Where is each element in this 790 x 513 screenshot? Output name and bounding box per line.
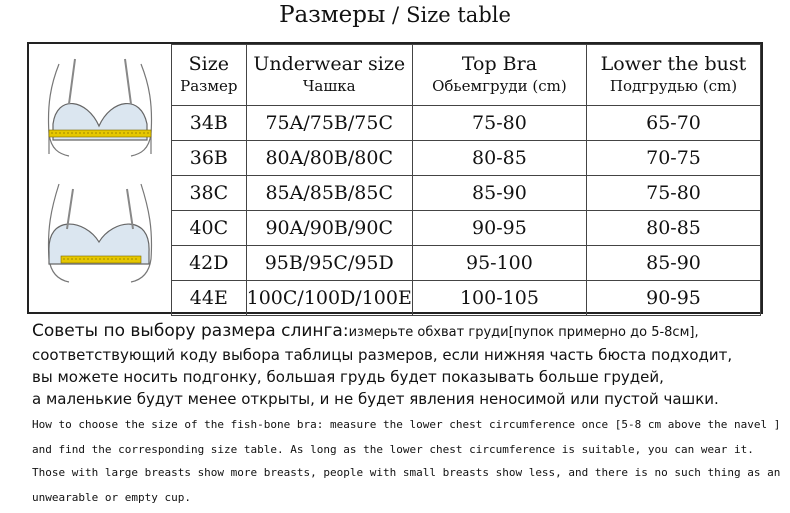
cell-lower: 90-95 bbox=[587, 281, 761, 316]
en-instructions-line: unwearable or empty cup. bbox=[32, 491, 191, 504]
ru-instructions bbox=[32, 320, 772, 410]
table-row bbox=[172, 106, 761, 141]
cell-top: 90-95 bbox=[412, 211, 586, 246]
cell-lower: 80-85 bbox=[587, 211, 761, 246]
table-row bbox=[172, 281, 761, 316]
title-en: Size table bbox=[406, 3, 511, 27]
ru-instructions-line: а маленькие будут менее открыты, и не будет явления неносимой или пустой чашки. bbox=[32, 390, 719, 408]
header-size: Size Размер bbox=[172, 45, 247, 106]
cell-cup: 75A/75B/75C bbox=[246, 106, 412, 141]
header-top-bra: Top Bra Обьемгруди (cm) bbox=[412, 45, 586, 106]
en-instructions-line: How to choose the size of the fish-bone bra: measure the lower chest circumference once [5-8 cm above the navel ] bbox=[32, 418, 781, 431]
cell-cup: 95B/95C/95D bbox=[246, 246, 412, 281]
title-ru: Размеры bbox=[279, 2, 386, 28]
cell-size: 42D bbox=[172, 246, 247, 281]
ru-instructions-line: вы можете носить подгонку, большая грудь будет показывать больше грудей, bbox=[32, 368, 664, 386]
cell-top: 100-105 bbox=[412, 281, 586, 316]
header-underwear-size: Underwear size Чашка bbox=[246, 45, 412, 106]
table-row bbox=[172, 246, 761, 281]
cell-top: 75-80 bbox=[412, 106, 586, 141]
table-row bbox=[172, 176, 761, 211]
cell-size: 38C bbox=[172, 176, 247, 211]
bra-illustration bbox=[29, 44, 172, 312]
cell-lower: 85-90 bbox=[587, 246, 761, 281]
cell-lower: 70-75 bbox=[587, 141, 761, 176]
cell-size: 36B bbox=[172, 141, 247, 176]
cell-cup: 80A/80B/80C bbox=[246, 141, 412, 176]
size-table-frame bbox=[27, 42, 763, 314]
table-row bbox=[172, 211, 761, 246]
cell-top: 85-90 bbox=[412, 176, 586, 211]
table-row bbox=[172, 141, 761, 176]
cell-size: 44E bbox=[172, 281, 247, 316]
en-instructions-line: Those with large breasts show more breasts, people with small breasts show less, and there is no such thing as an bbox=[32, 466, 781, 479]
cell-size: 34B bbox=[172, 106, 247, 141]
title-separator: / bbox=[385, 3, 400, 27]
header-lower-bust: Lower the bust Подгрудью (cm) bbox=[587, 45, 761, 106]
cell-top: 80-85 bbox=[412, 141, 586, 176]
size-table bbox=[171, 44, 761, 316]
cell-size: 40C bbox=[172, 211, 247, 246]
ru-instructions-line: соответствующий коду выбора таблицы размеров, если нижняя часть бюста подходит, bbox=[32, 346, 733, 364]
table-header-row bbox=[172, 45, 761, 106]
en-instructions-line: and find the corresponding size table. As long as the lower chest circumference is suitable, you can wear it. bbox=[32, 443, 754, 456]
cell-cup: 90A/90B/90C bbox=[246, 211, 412, 246]
page-title bbox=[0, 2, 790, 28]
ru-instructions-head: Советы по выбору размера слинга: bbox=[32, 321, 349, 341]
cell-top: 95-100 bbox=[412, 246, 586, 281]
ru-instructions-rest: измерьте обхват груди[пупок примерно до 5-8см], bbox=[348, 325, 699, 340]
cell-cup: 85A/85B/85C bbox=[246, 176, 412, 211]
bra-figure-icon bbox=[29, 44, 171, 312]
cell-lower: 75-80 bbox=[587, 176, 761, 211]
cell-lower: 65-70 bbox=[587, 106, 761, 141]
cell-cup: 100C/100D/100E bbox=[246, 281, 412, 316]
